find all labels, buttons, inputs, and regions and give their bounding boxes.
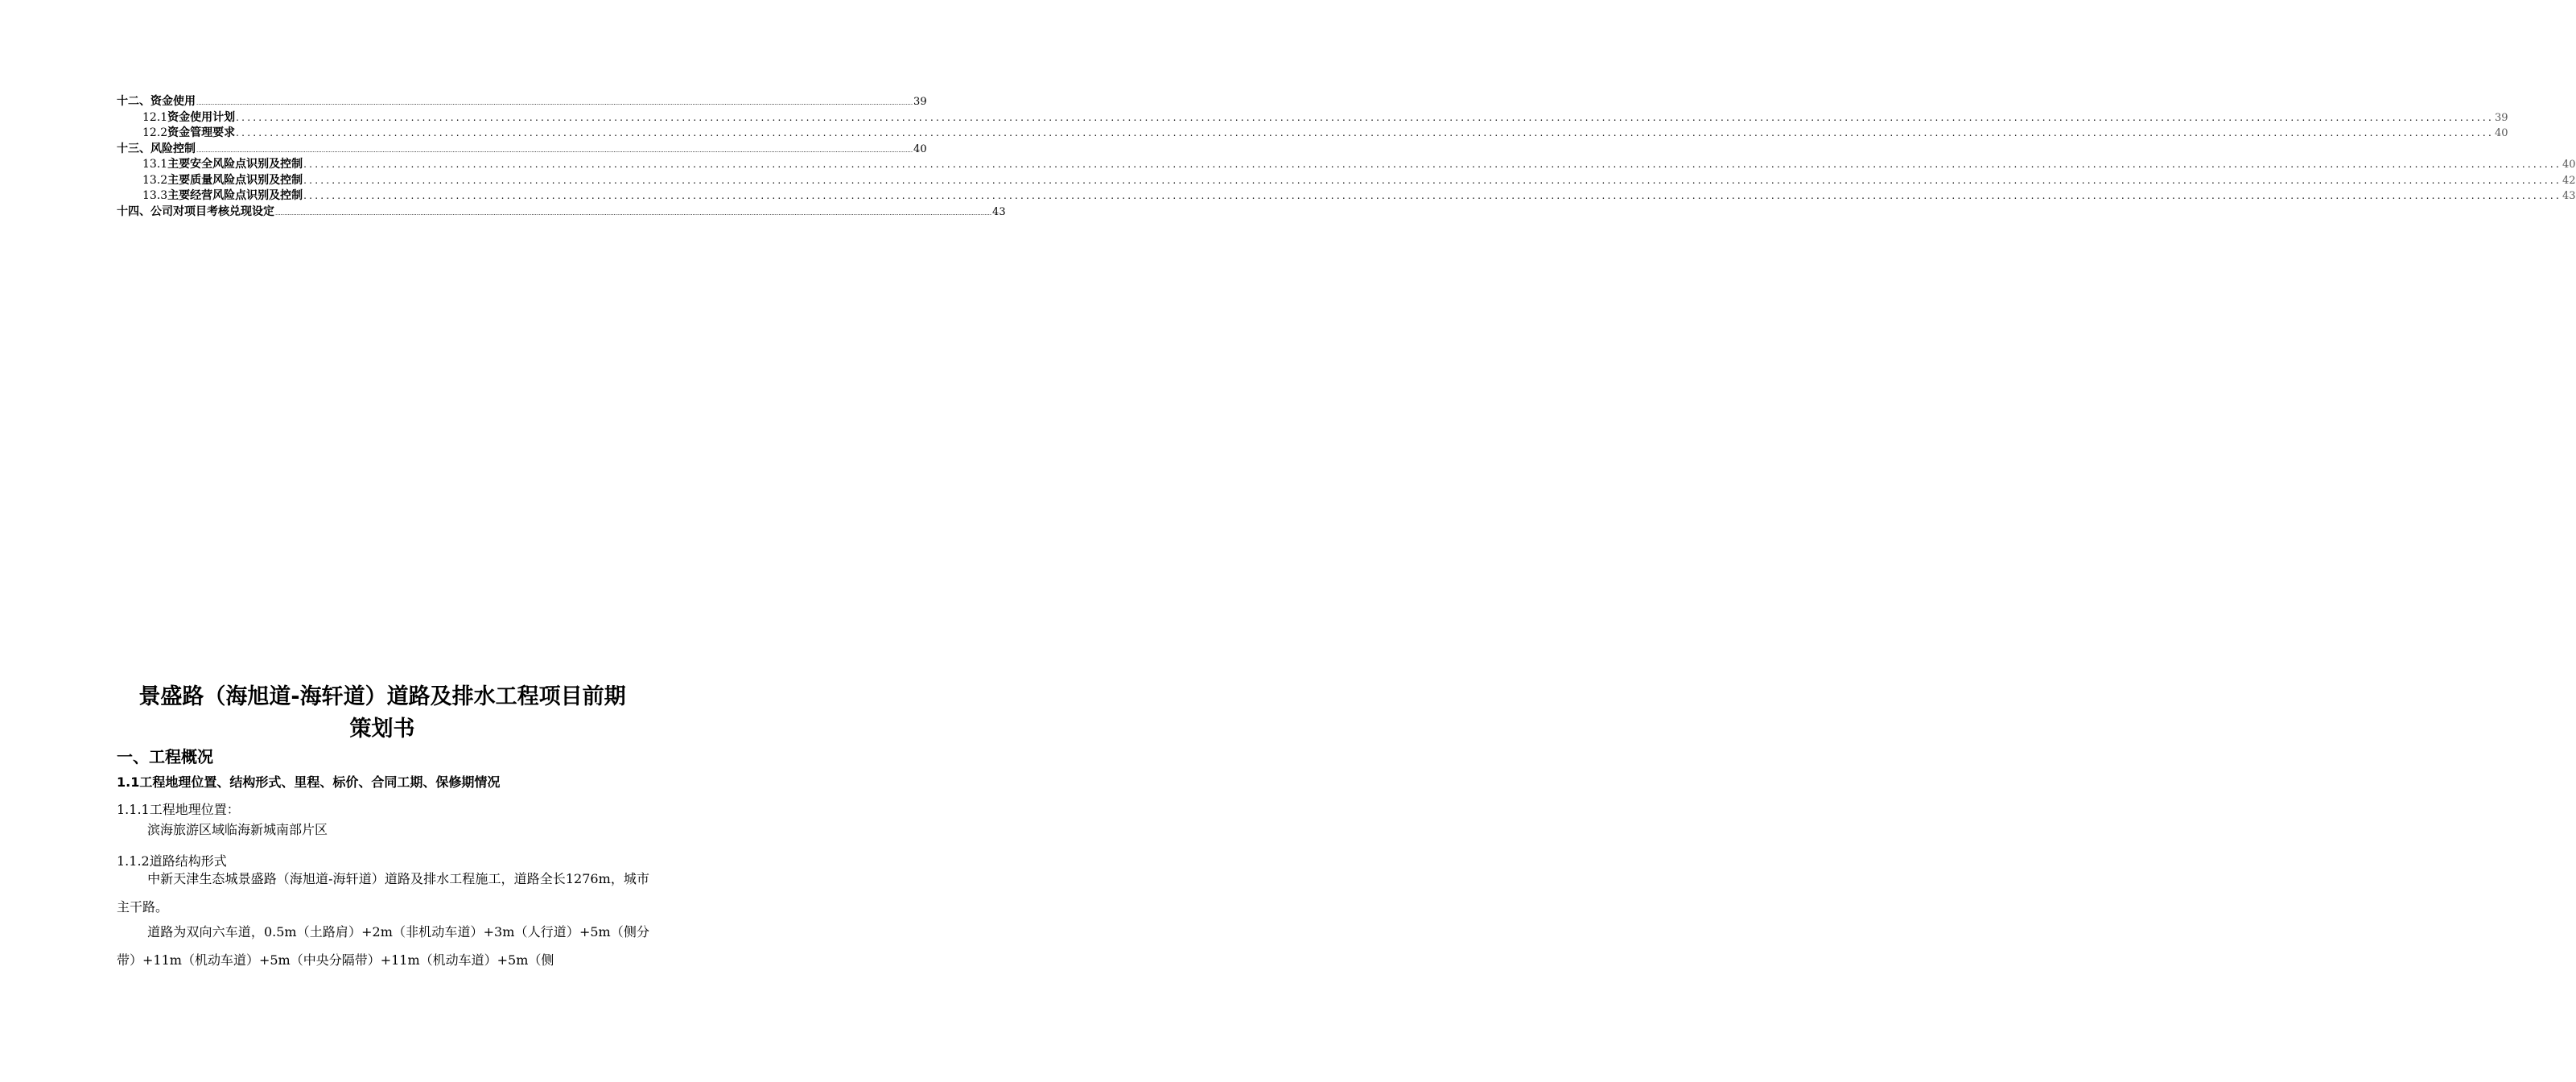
location-text: 滨海旅游区域临海新城南部片区 [147,822,328,837]
toc-entry-text: 主要经营风险点识别及控制 [167,189,303,202]
toc-entry-number: 13.1 [142,158,168,171]
toc-entry-label: 十四、公司对项目考核兑现设定 [117,204,274,218]
toc-entry-number: 13.2 [142,173,168,187]
table-of-contents [117,94,2576,220]
toc-entry[interactable] [117,157,2576,173]
paragraph-road-lanes: 道路为双向六车道，0.5m（土路肩）+2m（非机动车道）+3m（人行道）+5m（侧分带）+11m（机动车道）+5m（中央分隔带）+11m（机动车道）+5m（侧 [117,924,649,968]
toc-entry-label: 十三、风险控制 [117,142,196,155]
title-line-1: 景盛路（海旭道-海轩道）道路及排水工程项目前期 [138,684,626,709]
toc-page-number: 42 [2562,174,2576,187]
section-heading-1: 一、工程概况 [117,747,213,766]
subheading-1-1-1: 1.1.1工程地理位置： [117,802,240,817]
toc-page-number: 39 [2494,111,2508,124]
toc-page-number: 43 [2562,190,2576,202]
toc-dot-leader: ................................................................................................................................................................................................................................................................................................................................................................................................................ [196,100,913,106]
toc-entry-label [142,188,303,204]
document-title [113,681,652,745]
toc-entry[interactable] [117,94,927,110]
toc-dot-leader: ................................................................................................................................................................................................................................................................................................................................................................................................................ [303,159,2562,170]
subheading-1-1-2: 1.1.2道路结构形式 [117,853,227,869]
toc-entry[interactable] [117,173,2576,189]
toc-entry[interactable] [117,110,2508,126]
title-line-2: 策划书 [349,717,415,741]
toc-entry[interactable] [117,142,927,158]
section-heading-1-1: 1.1工程地理位置、结构形式、里程、标价、合同工期、保修期情况 [117,774,501,790]
toc-entry[interactable] [117,126,2508,142]
toc-entry-label [142,126,235,142]
toc-dot-leader: ................................................................................................................................................................................................................................................................................................................................................................................................................ [236,127,2494,138]
toc-entry-number: 13.3 [142,189,168,202]
toc-entry-text: 主要安全风险点识别及控制 [167,158,303,171]
toc-dot-leader: ................................................................................................................................................................................................................................................................................................................................................................................................................ [275,209,992,217]
toc-page-number: 40 [2562,159,2576,171]
toc-entry-label: 十二、资金使用 [117,95,196,108]
toc-page-number: 40 [913,142,927,155]
toc-entry-label [142,110,235,126]
toc-entry-label [142,157,303,173]
toc-entry-number: 12.2 [142,126,168,139]
toc-page-number: 40 [2494,127,2508,139]
toc-entry-text: 资金使用计划 [167,110,236,124]
toc-entry-label [142,173,303,189]
toc-entry-text: 主要质量风险点识别及控制 [167,173,303,187]
toc-page-number: 39 [913,96,927,108]
toc-entry-number: 12.1 [142,110,168,124]
toc-dot-leader: ................................................................................................................................................................................................................................................................................................................................................................................................................ [303,190,2562,201]
toc-entry[interactable] [117,204,1006,221]
paragraph-road-overview: 中新天津生态城景盛路（海旭道-海轩道）道路及排水工程施工，道路全长1276m，城市主干路。 [117,871,649,915]
toc-page-number: 43 [992,205,1006,218]
toc-entry-text: 资金管理要求 [167,126,236,139]
toc-dot-leader: ................................................................................................................................................................................................................................................................................................................................................................................................................ [236,111,2494,123]
toc-dot-leader: ................................................................................................................................................................................................................................................................................................................................................................................................................ [196,147,913,154]
toc-entry[interactable] [117,188,2576,204]
toc-dot-leader: ................................................................................................................................................................................................................................................................................................................................................................................................................ [303,174,2562,186]
